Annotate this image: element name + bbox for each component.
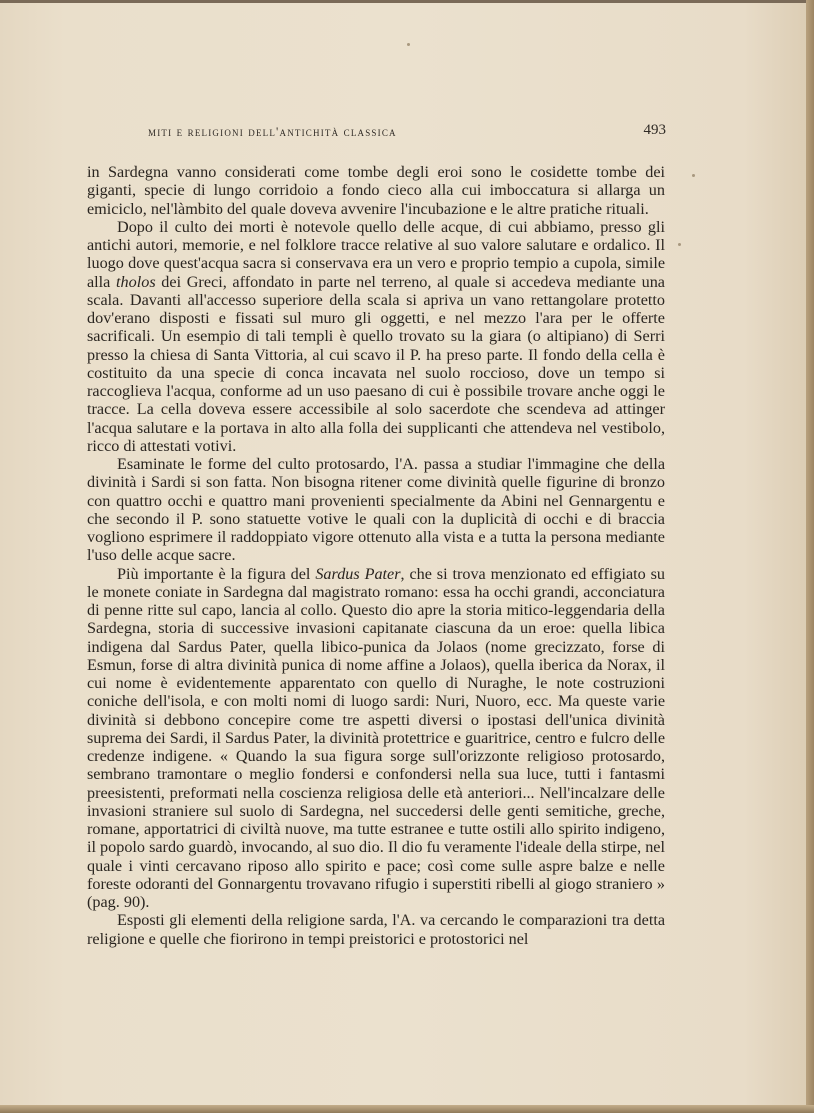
paragraph-4-part-b: , che si trova menzionato ed effigiato su le monete coniate in Sardegna dal magistrato romano: essa ha occhi grandi, acconciatura di penne ritte sul capo, lancia al collo. Questo dio apre la storia mitico-leggendaria della Sardegna, storia di successive invasioni capitanate ciascuna da un eroe: quella libica indigena dal Sardus Pater, quella libico-punica da Jolaos (nome grecizzato, forse di Esmun, forse di altra divinità punica di nome affine a Jolaos), quella iberica da Norax, il cui nome è evidentemente apparentato con quello di Nuraghe, le note costruzioni coniche dell'isola, e con molti nomi di luogo sardi: Nuri, Nuoro, ecc. Ma queste varie divinità si debbono concepire come tre aspetti diversi o ipostasi dell'unica divinità suprema dei Sardi, il Sardus Pater, la divinità protettrice e guaritrice, centro e fulcro delle credenze indigene. « Quando la sua figura sorge sull'orizzonte religioso protosardo, sembrano tramontare o meglio fondersi e confondersi nella sua luce, tutti i fantasmi preesistenti, preformati nella coscienza religiosa delle età anteriori... Nell'incalzare delle invasioni straniere sul suolo di Sardegna, nel succedersi delle genti semitiche, greche, romane, apportatrici di civiltà nuove, ma tutte estranee e tutte ostili allo spirito indigeno, il popolo sardo guardò, invocando, al suo dio. Il dio fu veramente l'ideale della stirpe, nel quale i vinti cercavano riposo allo spirito e pace; così come sulle aspre balze e nelle foreste odoranti del Gonnargentu trovavano rifugio i superstiti ribelli al giogo straniero » (pag. 90). [87,564,665,911]
italic-term-tholos: tholos [116,272,156,291]
paper-speck [407,43,410,46]
paragraph-4-part-a: Più importante è la figura del [117,564,316,583]
paragraph-1: in Sardegna vanno considerati come tombe degli eroi sono le cosidette tombe dei giganti, specie di lungo corridoio a fondo cieco alla cui imboccatura si allarga un emiciclo, nel'làmbito del quale doveva avvenire l'incubazione e le altre pratiche rituali. [87,163,665,218]
paragraph-5: Esposti gli elementi della religione sarda, l'A. va cercando le comparazioni tra detta religione e quelle che fiorirono in tempi preistorici e protostorici nel [87,911,665,948]
paper-speck [692,174,695,177]
running-head [86,121,666,145]
page-edge-right [806,0,814,1113]
paragraph-3: Esaminate le forme del culto protosardo, l'A. passa a studiar l'immagine che della divinità i Sardi si son fatta. Non bisogna ritener come divinità quelle figurine di bronzo con quattro occhi e quattro mani provenienti specialmente da Abini nel Gennargentu e che secondo il P. sono statuette votive le quali con la duplicità di occhi e di braccia vogliono esprimere il raddoppiato vigore ottenuto alla vista e a tutta la persona mediante l'uso delle acque sacre. [87,455,665,565]
body-text [87,163,665,948]
italic-term-sardus-pater: Sardus Pater [315,564,401,583]
paragraph-4 [87,565,665,912]
page-number: 493 [643,122,666,138]
paragraph-2-part-a: Dopo il culto dei morti è notevole quello delle acque, di cui abbiamo, presso gli antichi autori, memorie, e nel folklore tracce relative al suo valore salutare e ordalico. Il luogo dove quest'acqua sacra si conservava era un vero e proprio tempio a cupola, simile alla [87,217,665,291]
paragraph-2 [87,218,665,455]
paper-speck [678,243,681,246]
paragraph-2-part-b: dei Greci, affondato in parte nel terreno, al quale si accedeva mediante una scala. Davanti all'accesso superiore della scala si apriva un vano rettangolare protetto dov'erano disposti e fissati sul muro gli oggetti, e nel mezzo l'ara per le offerte sacrificali. Un esempio di tali templi è quello trovato su la giara (o altipiano) di Serri presso la chiesa di Santa Vittoria, al cui scavo il P. ha preso parte. Il fondo della cella è costituito da una specie di conca incavata nel suolo roccioso, dove un tempo si raccoglieva l'acqua, conforme ad un uso paesano di cui è possibile trovare anche oggi le tracce. La cella doveva essere accessibile al solo sacerdote che scendeva ad attinger l'acqua salutare e la portava in alto alla folla dei supplicanti che attendeva nel vestibolo, ricco di attestati votivi. [87,272,665,455]
running-head-title: miti e religioni dell'antichità classica [148,125,397,139]
page-edge-bottom [0,1105,814,1113]
